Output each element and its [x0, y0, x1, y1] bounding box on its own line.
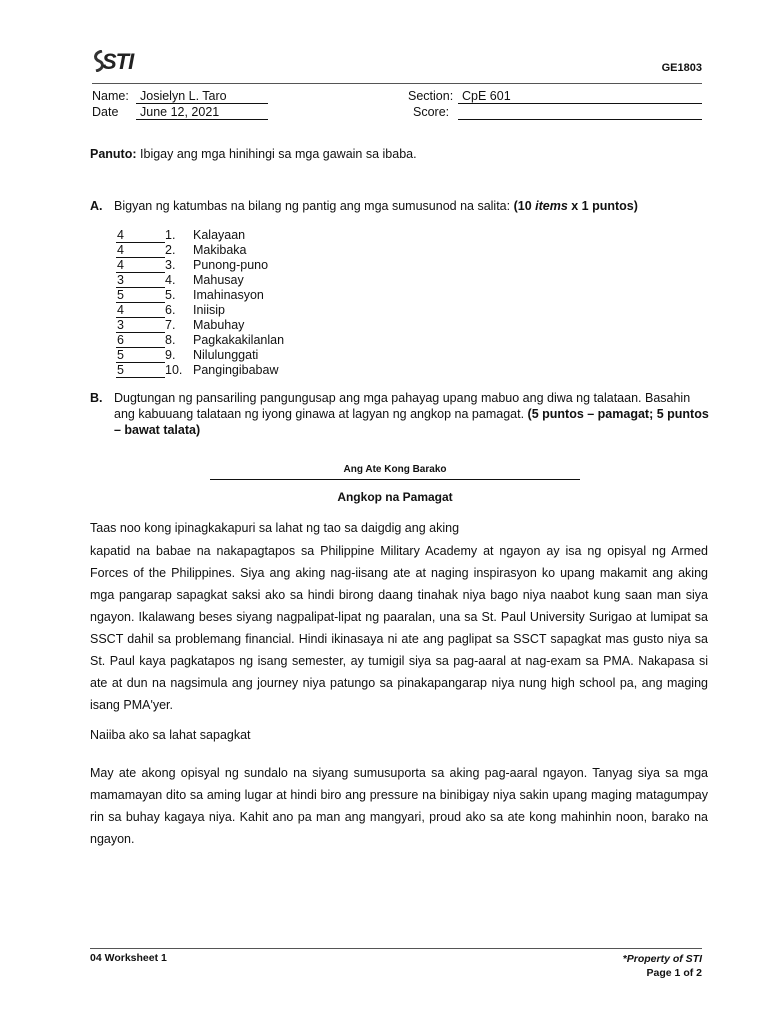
item-number: 3.	[165, 258, 176, 272]
part-a-letter: A.	[90, 199, 103, 213]
essay-prompt-2: Naiiba ako sa lahat sapagkat	[90, 728, 251, 742]
essay-title: Ang Ate Kong Barako	[343, 464, 447, 475]
name-label: Name:	[92, 89, 129, 103]
part-a-answer-list	[116, 228, 284, 378]
item-word: Punong-puno	[193, 258, 269, 272]
answer-value: 4	[116, 228, 165, 243]
footer-right	[623, 952, 702, 980]
answer-row	[116, 363, 284, 378]
answer-row	[116, 243, 284, 258]
item-number: 4.	[165, 273, 176, 287]
item-word: Imahinasyon	[193, 288, 264, 302]
answer-row	[116, 303, 284, 318]
part-a-text: Bigyan ng katumbas na bilang ng pantig ang mga sumusunod na salita:	[114, 199, 514, 213]
answer-value: 4	[116, 258, 165, 273]
part-b-letter: B.	[90, 391, 103, 405]
answer-row	[116, 318, 284, 333]
item-number: 2.	[165, 243, 176, 257]
item-number: 10.	[165, 363, 183, 377]
footer-divider	[90, 948, 702, 949]
item-word: Iniisip	[193, 303, 225, 317]
instructions-label: Panuto:	[90, 147, 137, 161]
answer-value: 3	[116, 273, 165, 288]
score-label: Score:	[413, 105, 450, 119]
item-number: 7.	[165, 318, 176, 332]
item-word: Mabuhay	[193, 318, 245, 332]
part-b-instruction	[114, 390, 710, 438]
section-label: Section:	[408, 89, 454, 103]
document-code: GE1803	[661, 62, 702, 74]
item-word: Makibaka	[193, 243, 247, 257]
item-number: 1.	[165, 228, 176, 242]
answer-value: 6	[116, 333, 165, 348]
name-field: Josielyn L. Taro	[136, 89, 268, 104]
answer-value: 4	[116, 303, 165, 318]
answer-row	[116, 258, 284, 273]
answer-row	[116, 348, 284, 363]
answer-value: 5	[116, 288, 165, 303]
answer-value: 4	[116, 243, 165, 258]
part-a-heading	[90, 198, 710, 214]
logo-text: STI	[102, 49, 134, 74]
essay-paragraph-1: kapatid na babae na nakapagtapos sa Philippine Military Academy at ngayon ay isa ng opisyal ng Armed Forces of the Philippines. Siya ang aking nag-iisang ate at naging inspirasyon ko upang makamit ang aking mga pangarap sapagkat saksi ako sa hindi birong daang tinahak niya bago niya naabot kung saan man siya ngayon. Ikalawang beses siyang nagpalipat-lipat ng paaralan, una sa St. Paul University Surigao at lumipat sa SSCT dahil sa problemang financial. Hindi ikinasaya ni ate ang paglipat sa SSCT sapagkat mas gusto niya sa St. Paul kaya pagkatapos ng isang semester, ay tumigil siya sa pag-aaral at nag-exam sa PMA. Nakapasa si ate at dun na nagsimula ang journey niya patungo sa pinakapangarap niya nung high school pa, ang maging isang PMA'yer.	[90, 544, 708, 712]
answer-value: 3	[116, 318, 165, 333]
footer-worksheet-label: 04 Worksheet 1	[90, 952, 167, 964]
item-number: 6.	[165, 303, 176, 317]
instructions-text: Ibigay ang mga hinihingi sa mga gawain sa ibaba.	[140, 147, 417, 161]
item-number: 5.	[165, 288, 176, 302]
answer-row	[116, 333, 284, 348]
answer-row	[116, 273, 284, 288]
sti-logo	[92, 46, 144, 80]
part-a-instruction	[114, 198, 710, 214]
essay-prompt-1: Taas noo kong ipinagkakapuri sa lahat ng tao sa daigdig ang aking	[90, 521, 460, 535]
footer-property: *Property of STI	[622, 953, 702, 965]
part-b-text: Dugtungan ng pansariling pangungusap ang mga pahayag upang mabuo ang diwa ng talataan. Basahin ang kabuuang talataan ng iyong ginawa at lagyan ng angkop na pamagat.	[114, 391, 691, 421]
score-field	[458, 105, 702, 120]
item-word: Nilulunggati	[193, 348, 259, 362]
date-label: Date	[92, 105, 119, 119]
answer-value: 5	[116, 348, 165, 363]
instructions	[90, 147, 417, 161]
item-word: Kalayaan	[193, 228, 246, 242]
title-caption: Angkop na Pamagat	[337, 490, 453, 504]
part-a-points: (10 items x 1 puntos)	[513, 199, 638, 213]
title-underline	[210, 479, 580, 480]
item-word: Pagkakakilanlan	[193, 333, 285, 347]
answer-value: 5	[116, 363, 165, 378]
item-number: 8.	[165, 333, 176, 347]
essay-paragraph-2: May ate akong opisyal ng sundalo na siyang sumusuporta sa aking pag-aaral ngayon. Tanyag siya sa mga mamamayan dito sa aming lugar at hindi biro ang pressure na binibigay niya sakin upang maging matagumpay rin sa buhay kagaya niya. Kahit ano pa man ang mangyari, proud ako sa ate kong mahinhin noon, barako na ngayon.	[90, 766, 708, 846]
item-word: Mahusay	[193, 273, 244, 287]
part-b-heading	[90, 390, 710, 438]
item-word: Pangingibabaw	[193, 363, 279, 377]
date-field: June 12, 2021	[136, 105, 268, 120]
footer-page-number: Page 1 of 2	[646, 967, 702, 979]
part-b-points: (5 puntos – pamagat; 5 puntos – bawat talata)	[114, 407, 709, 437]
answer-row	[116, 288, 284, 303]
header-divider	[92, 83, 702, 84]
item-number: 9.	[165, 348, 176, 362]
section-field: CpE 601	[458, 89, 702, 104]
answer-row	[116, 228, 284, 243]
